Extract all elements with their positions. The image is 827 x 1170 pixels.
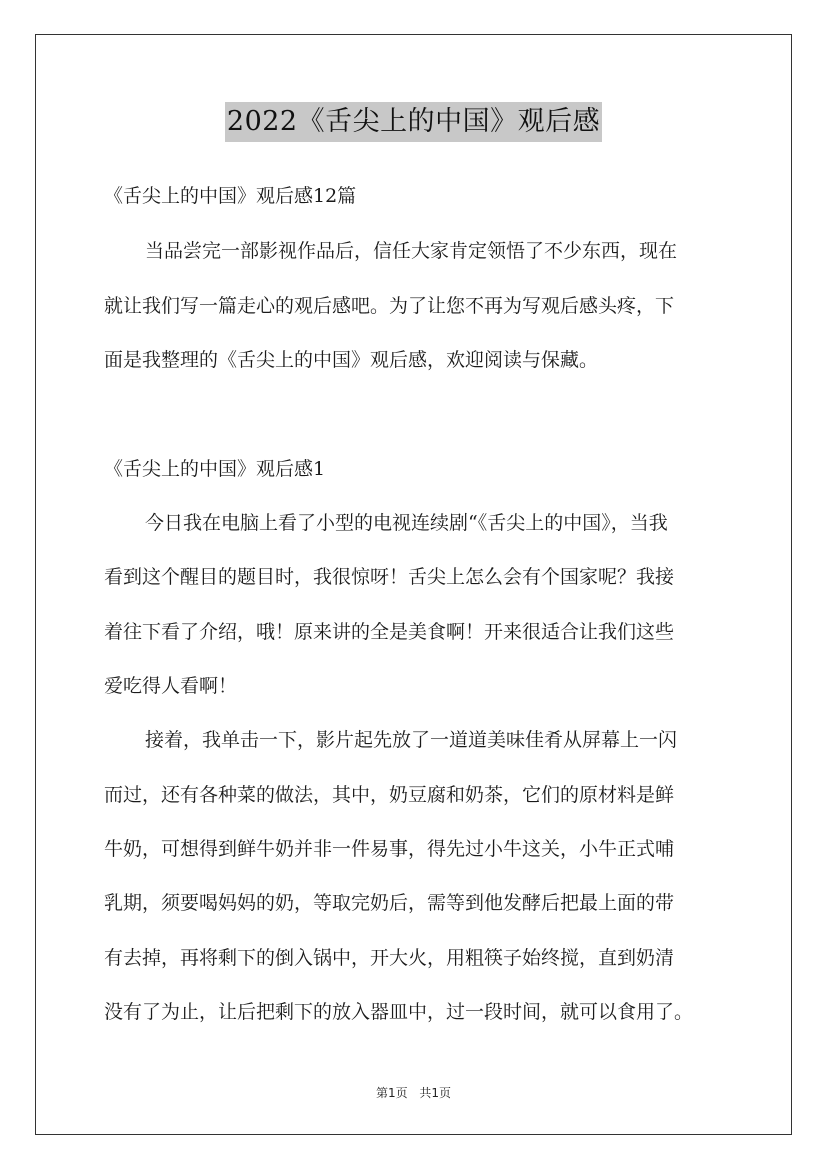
page-total: 共1页 [419, 1086, 452, 1100]
document-subtitle: 《舌尖上的中国》观后感12篇 [104, 185, 357, 207]
intro-line-3: 面是我整理的《舌尖上的中国》观后感，欢迎阅读与保藏。 [104, 349, 599, 371]
paragraph1-line-4: 爱吃得人看啊！ [104, 675, 238, 697]
intro-line-2: 就让我们写一篇走心的观后感吧。为了让您不再为写观后感头疼，下 [104, 295, 675, 317]
paragraph2-line-1: 接着，我单击一下，影片起先放了一道道美味佳肴从屏幕上一闪 [145, 729, 678, 751]
paragraph2-line-2: 而过，还有各种菜的做法，其中，奶豆腐和奶茶，它们的原材料是鲜 [104, 784, 675, 806]
page-number: 第1页 [375, 1086, 408, 1100]
page-footer [0, 1084, 827, 1101]
paragraph1-line-1: 今日我在电脑上看了小型的电视连续剧“《舌尖上的中国》，当我 [145, 512, 668, 534]
paragraph2-line-5: 有去掉，再将剩下的倒入锅中，开大火，用粗筷子始终搅，直到奶清 [104, 947, 675, 969]
paragraph1-line-3: 着往下看了介绍，哦！原来讲的全是美食啊！开来很适合让我们这些 [104, 621, 675, 643]
document-title: 2022《舌尖上的中国》观后感 [225, 102, 602, 142]
paragraph2-line-3: 牛奶，可想得到鲜牛奶并非一件易事，得先过小牛这关，小牛正式哺 [104, 838, 675, 860]
title-container [0, 102, 827, 142]
paragraph2-line-6: 没有了为止，让后把剩下的放入器皿中，过一段时间，就可以食用了。 [104, 1001, 694, 1023]
paragraph1-line-2: 看到这个醒目的题目时，我很惊呀！舌尖上怎么会有个国家呢？我接 [104, 566, 675, 588]
section-heading: 《舌尖上的中国》观后感1 [104, 458, 326, 480]
paragraph2-line-4: 乳期，须要喝妈妈的奶，等取完奶后，需等到他发酵后把最上面的带 [104, 892, 675, 914]
intro-line-1: 当品尝完一部影视作品后，信任大家肯定领悟了不少东西，现在 [145, 240, 678, 262]
